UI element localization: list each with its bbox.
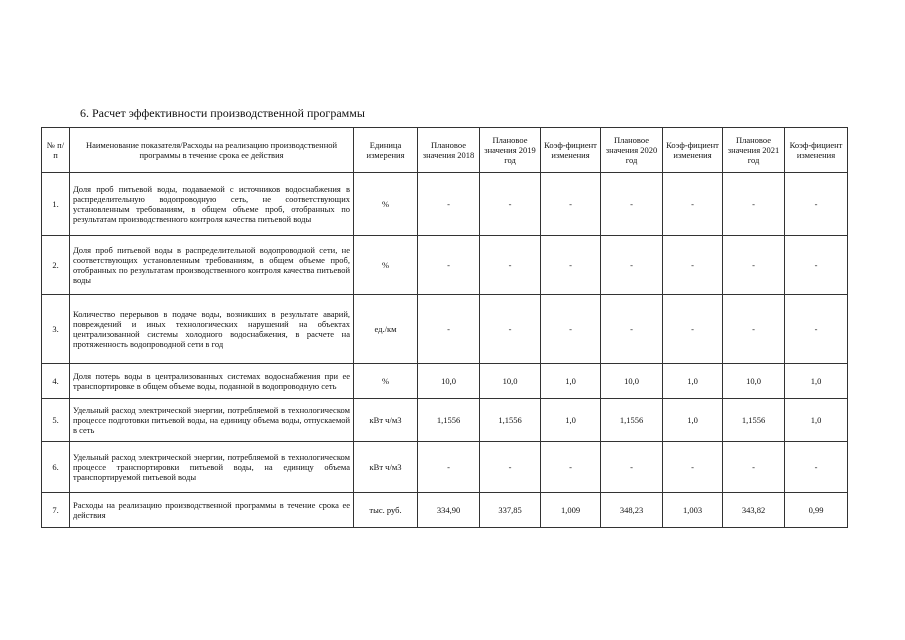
value-2021: 10,0 (723, 364, 785, 399)
row-unit: % (354, 364, 418, 399)
value-2020: - (601, 442, 663, 493)
header-coef-3: Коэф-фициент изменения (785, 128, 848, 173)
value-2020: 10,0 (601, 364, 663, 399)
row-name: Удельный расход электрической энергии, потребляемой в технологическом процессе транспортировки питьевой воды, на единицу объема транспортируемой питьевой воды (70, 442, 354, 493)
value-2019: 10,0 (480, 364, 541, 399)
coef-1: - (541, 236, 601, 295)
coef-2: - (663, 236, 723, 295)
header-plan-2021: Плановое значения 2021 год (723, 128, 785, 173)
row-unit: тыс. руб. (354, 493, 418, 528)
value-2018: - (418, 173, 480, 236)
row-unit: кВт ч/м3 (354, 399, 418, 442)
coef-1: - (541, 295, 601, 364)
coef-2: 1,0 (663, 364, 723, 399)
row-unit: ед./км (354, 295, 418, 364)
value-2019: - (480, 173, 541, 236)
header-plan-2018: Плановое значения 2018 (418, 128, 480, 173)
row-num: 5. (42, 399, 70, 442)
value-2021: - (723, 236, 785, 295)
header-plan-2019: Плановое значения 2019 год (480, 128, 541, 173)
table-row (42, 173, 848, 236)
coef-3: - (785, 295, 848, 364)
value-2021: 1,1556 (723, 399, 785, 442)
row-name: Доля проб питьевой воды в распределительной водопроводной сети, не соответствующих установленным требованиям, в общем объеме проб, отобранных по результатам производственного контроля качества питьевой воды (70, 236, 354, 295)
row-num: 3. (42, 295, 70, 364)
value-2020: 1,1556 (601, 399, 663, 442)
row-unit: % (354, 173, 418, 236)
section-title: 6. Расчет эффективности производственной программы (80, 106, 365, 120)
value-2018: 10,0 (418, 364, 480, 399)
table-row (42, 399, 848, 442)
value-2020: - (601, 295, 663, 364)
coef-3: - (785, 442, 848, 493)
row-num: 4. (42, 364, 70, 399)
header-num: № п/п (42, 128, 70, 173)
value-2019: - (480, 442, 541, 493)
value-2019: - (480, 236, 541, 295)
coef-3: 0,99 (785, 493, 848, 528)
value-2019: 337,85 (480, 493, 541, 528)
value-2020: - (601, 236, 663, 295)
coef-1: 1,0 (541, 364, 601, 399)
value-2021: - (723, 173, 785, 236)
row-name: Доля проб питьевой воды, подаваемой с источников водоснабжения в распределительную водопроводную сеть, не соответствующих установленным требованиям, в общем объеме проб, отобранных по результатам производственного контроля качества питьевой воды (70, 173, 354, 236)
header-plan-2020: Плановое значения 2020 год (601, 128, 663, 173)
row-name: Удельный расход электрической энергии, потребляемой в технологическом процессе подготовки питьевой воды, на единицу объема воды, отпускаемой в сеть (70, 399, 354, 442)
value-2020: - (601, 173, 663, 236)
coef-2: 1,003 (663, 493, 723, 528)
row-unit: кВт ч/м3 (354, 442, 418, 493)
value-2021: - (723, 442, 785, 493)
coef-1: 1,0 (541, 399, 601, 442)
value-2018: 334,90 (418, 493, 480, 528)
coef-1: 1,009 (541, 493, 601, 528)
coef-2: 1,0 (663, 399, 723, 442)
value-2021: - (723, 295, 785, 364)
coef-3: 1,0 (785, 399, 848, 442)
header-coef-1: Коэф-фициент изменения (541, 128, 601, 173)
row-name: Расходы на реализацию производственной программы в течение срока ее действия (70, 493, 354, 528)
row-name: Количество перерывов в подаче воды, возникших в результате аварий, повреждений и иных технологических нарушений на объектах централизованной системы холодного водоснабжения, в расчете на протяженность водопроводной сети в год (70, 295, 354, 364)
coef-3: 1,0 (785, 364, 848, 399)
coef-2: - (663, 442, 723, 493)
table-row (42, 493, 848, 528)
coef-2: - (663, 295, 723, 364)
value-2021: 343,82 (723, 493, 785, 528)
value-2018: - (418, 295, 480, 364)
row-unit: % (354, 236, 418, 295)
row-num: 6. (42, 442, 70, 493)
header-name: Наименование показателя/Расходы на реализацию производственной программы в течение срока ее действия (70, 128, 354, 173)
coef-1: - (541, 442, 601, 493)
value-2018: 1,1556 (418, 399, 480, 442)
coef-2: - (663, 173, 723, 236)
value-2020: 348,23 (601, 493, 663, 528)
table-row (42, 364, 848, 399)
row-num: 2. (42, 236, 70, 295)
table-row (42, 236, 848, 295)
coef-3: - (785, 173, 848, 236)
coef-1: - (541, 173, 601, 236)
row-num: 1. (42, 173, 70, 236)
coef-3: - (785, 236, 848, 295)
table-row (42, 295, 848, 364)
value-2019: - (480, 295, 541, 364)
header-unit: Единица измерения (354, 128, 418, 173)
value-2018: - (418, 442, 480, 493)
row-name: Доля потерь воды в централизованных системах водоснабжения при ее транспортировке в общем объеме воды, поданной в водопроводную сеть (70, 364, 354, 399)
efficiency-table (41, 127, 848, 528)
value-2019: 1,1556 (480, 399, 541, 442)
row-num: 7. (42, 493, 70, 528)
table-header-row (42, 128, 848, 173)
value-2018: - (418, 236, 480, 295)
header-coef-2: Коэф-фициент изменения (663, 128, 723, 173)
table-row (42, 442, 848, 493)
